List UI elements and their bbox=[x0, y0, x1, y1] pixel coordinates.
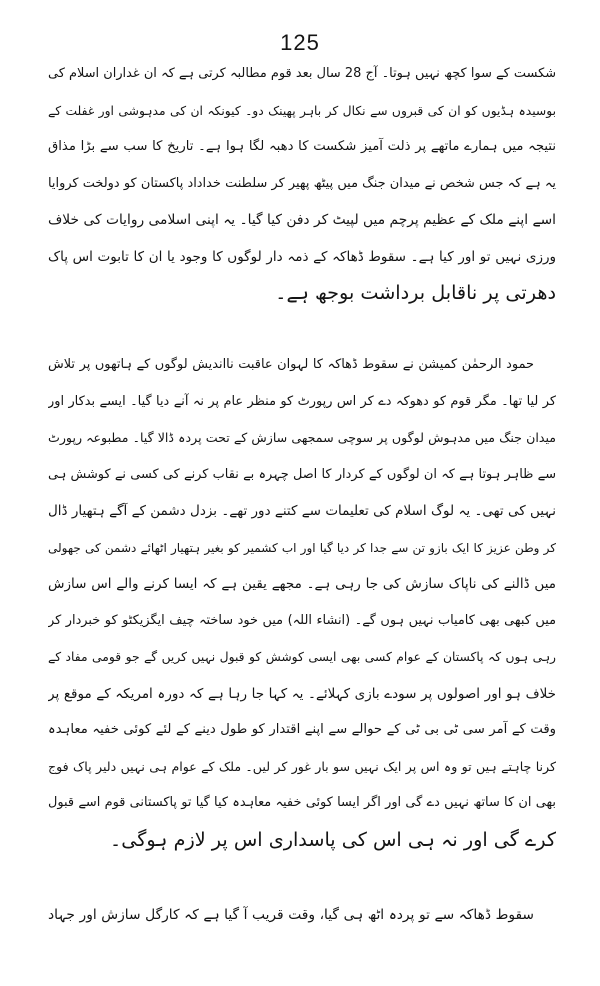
text-line: رہی ہوں کہ پاکستان کے عوام کسی بھی ایسی کوشش کو قبول نہیں کریں گے جو قومی مفاد کے bbox=[48, 650, 556, 664]
text-line: ورزی نہیں تو اور کیا ہے۔ سقوط ڈھاکہ کے ذمہ دار لوگوں کا وجود یا ان کا تابوت اس پاک bbox=[48, 248, 556, 265]
text-line: کرے گی اور نہ ہی اس کی پاسداری اس پر لازم ہوگی۔ bbox=[110, 827, 556, 851]
text-line: شکست کے سوا کچھ نہیں ہوتا۔ آج 28 سال بعد قوم مطالبہ کرتی ہے کہ ان غداران اسلام کی bbox=[48, 66, 556, 81]
text-line: یہ ہے کہ جس شخص نے میدان جنگ میں پیٹھ پھیر کر سلطنت خداداد پاکستان کو دولخت کروایا bbox=[48, 175, 556, 191]
paragraph-2 bbox=[48, 347, 556, 858]
text-line: خلاف ہو اور اصولوں پر سودے بازی کہلائے۔ یہ کہا جا رہا ہے کہ دورہ امریکہ کے موقع پر bbox=[48, 685, 556, 702]
text-line: کر وطن عزیز کا ایک بازو تن سے جدا کر دیا گیا اور اب کشمیر کو بغیر ہتھیار اٹھائے دشمن کی جھولی bbox=[48, 540, 556, 555]
text-line: میں کبھی بھی کامیاب نہیں ہوں گے۔ (انشاء اللہ) میں خود ساختہ چیف ایگزیکٹو کو خبردار کر bbox=[48, 612, 556, 628]
paragraph-3 bbox=[48, 897, 556, 934]
text-line: دھرتی پر ناقابل برداشت بوجھ ہے۔ bbox=[275, 281, 556, 304]
text-line: سقوط ڈھاکہ سے تو پردہ اٹھ ہی گیا، وقت قریب آ گیا ہے کہ کارگل سازش اور جہاد bbox=[48, 907, 534, 923]
text-line: وقت کے آمر سی ٹی بی ٹی کے حوالے سے اپنے اقتدار کو طول دینے کے لئے کوئی خفیہ معاہدہ bbox=[48, 722, 556, 737]
paragraph-1 bbox=[48, 56, 556, 312]
text-line: اسے اپنے ملک کے عظیم پرچم میں لپیٹ کر دفن کیا گیا۔ یہ اپنی اسلامی روایات کی خلاف bbox=[48, 212, 556, 228]
text-line: کرنا چاہتے ہیں تو وہ اس پر ایک نہیں سو بار غور کر لیں۔ ملک کے عوام ہی نہیں دلیر پاک فوج bbox=[48, 758, 556, 774]
text-line: میدان جنگ میں مدہوش لوگوں پر سوچی سمجھی سازش کے تحت پردہ ڈالا گیا۔ مطبوعہ رپورٹ bbox=[48, 430, 556, 445]
text-line: سے ظاہر ہوتا ہے کہ ان لوگوں کے کردار کا اصل چہرہ بے نقاب کرنے کی کسی نے کوشش ہی bbox=[48, 466, 556, 482]
text-line: بوسیدہ ہڈیوں کو ان کی قبروں سے نکال کر باہر پھینک دو۔ کیونکہ ان کی مدہوشی اور غفلت کے bbox=[48, 103, 556, 118]
page-number: 125 bbox=[280, 30, 320, 55]
text-line: میں ڈالنے کی ناپاک سازش کی جا رہی ہے۔ مجھے یقین ہے کہ ایسا کرنے والے اس سازش bbox=[48, 576, 556, 592]
text-line: نتیجہ میں ہمارے ماتھے پر ذلت آمیز شکست کا دھبہ لگا ہوا ہے۔ تاریخ کا سب سے بڑا مذاق bbox=[48, 139, 556, 154]
text-line: نہیں کی تھی۔ یہ لوگ اسلام کی تعلیمات سے کتنے دور تھے۔ بزدل دشمن کے آگے ہتھیار ڈال bbox=[48, 503, 556, 519]
text-line: بھی ان کا ساتھ نہیں دے گی اور اگر ایسا کوئی خفیہ معاہدہ کیا گیا تو پاکستانی قوم اسے قبول bbox=[48, 795, 556, 810]
text-line: حمود الرحمٰن کمیشن نے سقوط ڈھاکہ کا لہوان عاقبت نااندیش لوگوں کے ہاتھوں پر تلاش bbox=[48, 357, 534, 372]
text-line: کر لیا تھا۔ مگر قوم کو دھوکہ دے کر اس رپورٹ کو منظر عام پر نہ آنے دیا گیا۔ ایسے بدکار اور bbox=[48, 393, 556, 409]
